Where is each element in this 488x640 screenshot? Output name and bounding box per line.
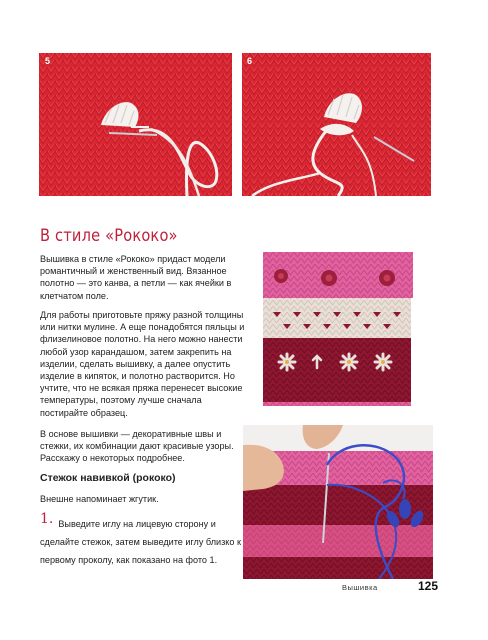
section-title: В стиле «Рококо» bbox=[40, 226, 178, 246]
footer-section-label: Вышивка bbox=[342, 583, 378, 592]
subsection-title: Стежок навивкой (рококо) bbox=[40, 472, 176, 484]
paragraph-materials: Для работы приготовьте пряжу разной толщины или нитки мулине. А еще понадобятся пяльцы и флизелиновое полотно. На него можно нанести любой узор карандашом, затем закрепить на изделии, сделать вышивку, а далее опустить изделие в кипяток, и полотно растворится. Но учтите, что не всякая пряжа перенесет высокие температуры, поэтому лучше сначала постирайте образец. bbox=[40, 310, 245, 418]
subsection-intro: Внешне напоминает жгутик. bbox=[40, 494, 159, 504]
page-number: 125 bbox=[418, 579, 439, 593]
photo-step-6-label: 6 bbox=[247, 56, 253, 66]
photo-step-5-label: 5 bbox=[45, 56, 51, 66]
photo-stitch-in-progress bbox=[243, 425, 433, 579]
paragraph-stitches: В основе вышивки — декоративные швы и стежки, их комбинации дают красивые узоры. Расскажу о некоторых подробнее. bbox=[40, 429, 234, 464]
photo-step-5 bbox=[39, 53, 232, 196]
step-text: Выведите иглу на лицевую сторону и сделайте стежок, затем выведите иглу близко к первому проколу, как показано на фото 1. bbox=[40, 519, 241, 565]
step-number: 1. bbox=[40, 511, 54, 527]
photo-embroidery-sampler bbox=[259, 252, 434, 406]
step-1 bbox=[40, 511, 254, 568]
paragraph-intro: Вышивка в стиле «Рококо» придаст модели романтичный и женственный вид. Вязанное полотно — это канва, а петли — как ячейки в клетчатом поле. bbox=[40, 254, 232, 301]
photo-step-6 bbox=[242, 53, 431, 196]
